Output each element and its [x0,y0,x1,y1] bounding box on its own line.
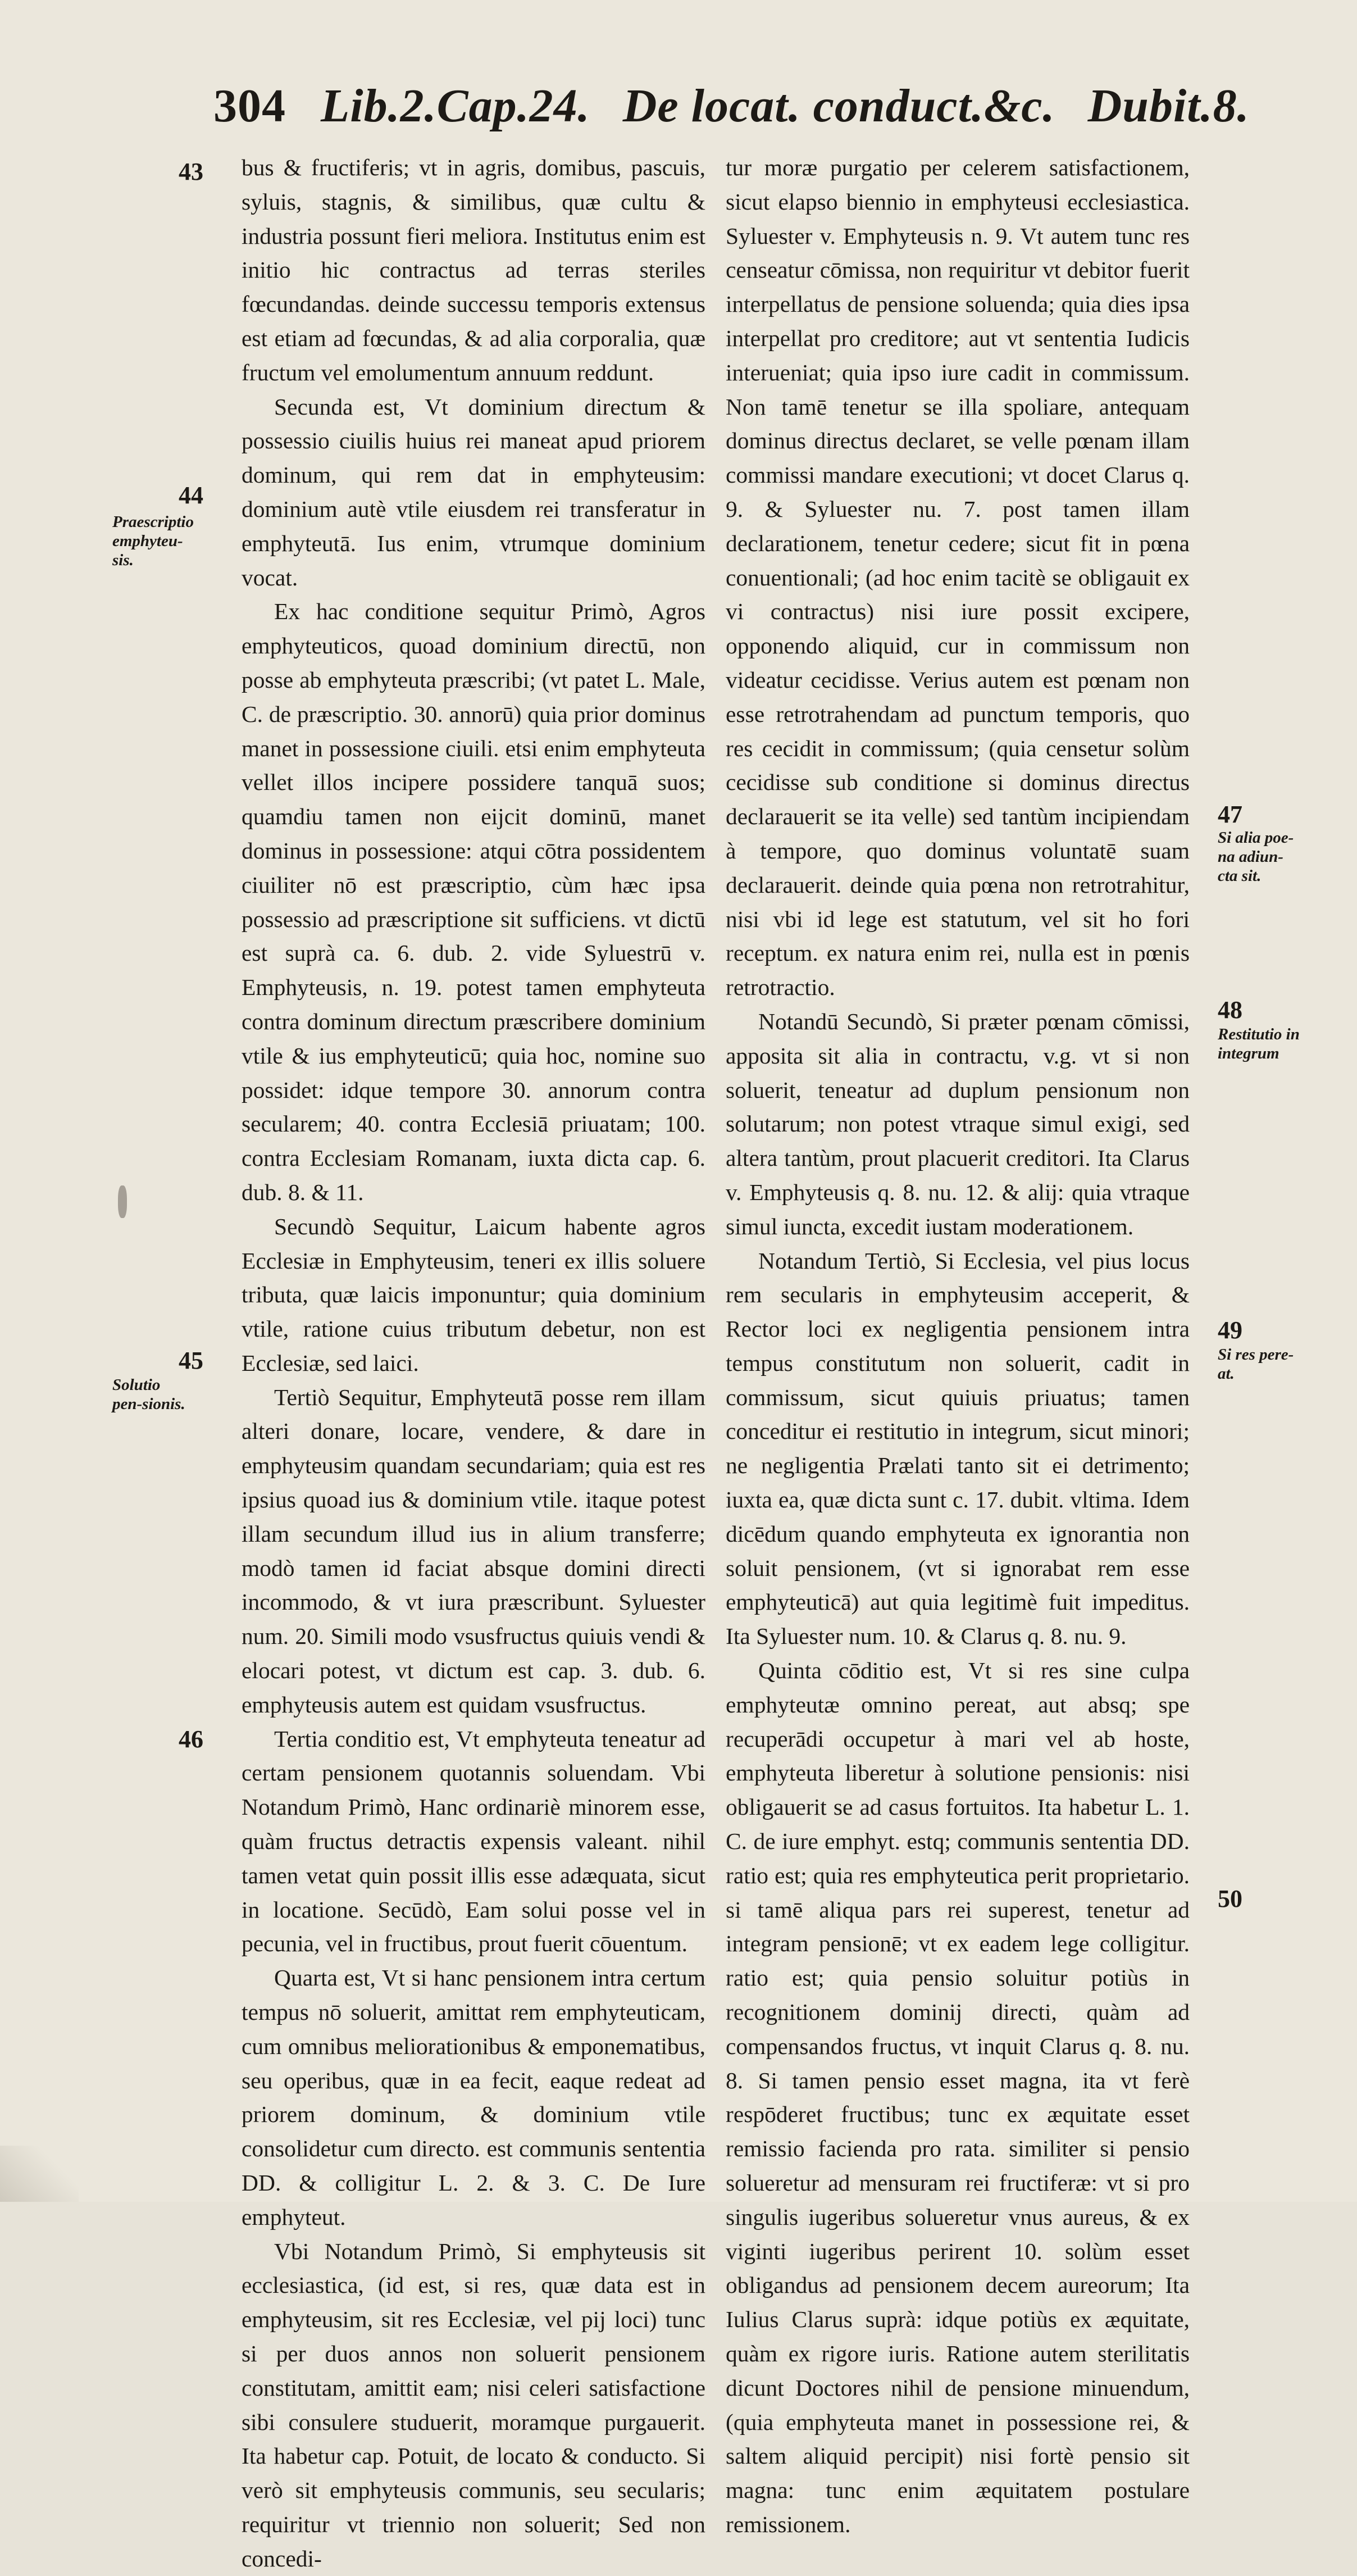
ink-blot [118,1185,127,1218]
section-label: Dubit.8. [1087,80,1250,132]
running-head [213,79,1250,133]
paragraph: tur moræ purgatio per celerem satisfactionem, sicut elapso biennio in emphyteusi ecclesiastica. Syluester v. Emphyteusis n. 9. Vt autem tunc res censeatur cōmissa, non requiritur vt debitor fuerit interpellatus de pensione soluenda; quia dies ipsa interpellat pro creditore; aut vt sententia Iudicis interueniat; quia ipso iure cadit in commissum. Non tamē tenetur se illa spoliare, antequam dominus directus declaret, se velle pœnam illam commissi mandare executioni; vt docet Clarus q. 9. & Syluester nu. 7. post tamen illam declarationem, tenetur cedere; sicut fit in pœna conuentionali; (ad hoc enim tacitè se obligauit ex vi contractus) nisi iure possit excipere, opponendo aliquid, cur in commissum non videatur cecidisse. Verius autem est pœnam non esse retrotrahendam ad punctum temporis, quo res cecidit in commissum; (quia censetur solùm cecidisse sub conditione si dominus directus declarauerit se ita velle) sed tantùm incipiendam à tempore, quo dominus voluntatē suam declarauerit. deinde quia pœna non retrotrahitur, nisi vbi id lege est statutum, vel sit ho fori receptum. ex natura enim rei, nulla est in pœnis retrotractio. [726,155,1190,1001]
page-number: 304 [213,80,286,132]
paragraph: bus & fructiferis; vt in agris, domibus, pascuis, syluis, stagnis, & similibus, quæ cultu & industria possunt fieri meliora. Institutus enim est initio hic contractus ad terras steriles fœcundandas. deinde successu temporis extensus est etiam ad fœcundas, & ad alia corporalia, quæ fructum vel emolumentum annuum reddunt. [242,155,705,385]
margin-note-alia-poena: Si alia poe-na adiun-cta sit. [1218,829,1294,885]
right-column [726,151,1190,2542]
book-chapter: Lib.2.Cap.24. [321,80,590,132]
paragraph: Vbi Notandum Primò, Si emphyteusis sit ecclesiastica, (id est, si res, quæ data est in emphyteusim, sit res Ecclesiæ, vel pij loci) tunc si per duos annos non soluerit pensionem constitutam, amittit eam; nisi celeri satisfactione sibi consulere studuerit, moramque purgauerit. Ita habetur cap. Potuit, de locato & conducto. Si verò sit emphyteusis communis, seu secularis; requiritur vt triennio non soluerit; Sed non concedi- [242,2238,705,2572]
margin-number-50: 50 [1218,1885,1242,1912]
page-corner-shadow [0,2146,79,2202]
paragraph: Tertia conditio est, Vt emphyteuta teneatur ad certam pensionem quotannis soluendam. Vbi Notandum Primò, Hanc ordinariè minorem esse, quàm fructus detractis expensis valeant. nihil tamen vetat quin possit illis esse adæquata, sicut in locatione. Secūdò, Eam solui posse vel in pecunia, vel in fructibus, prout fuerit cōuentum. [242,1725,705,1957]
paragraph: Quinta cōditio est, Vt si res sine culpa emphyteutæ omnino pereat, aut absq; spe recuperādi occupetur à mari vel ab hoste, emphyteuta liberetur à solutione pensionis: nisi obligauerit se ad casus fortuitos. Ita habetur L. 1. C. de iure emphyt. estq; communis sententia DD. ratio est; quia res emphyteutica perit proprietario. si tamē aliqua pars rei superest, tenetur ad integram pensionē; vt ex eadem lege colligitur. ratio est; quia pensio soluitur potiùs in recognitionem dominij directi, quàm ad compensandos fructus, vt inquit Clarus q. 8. nu. 8. Si tamen pensio esset magna, ita vt ferè respōderet fructibus; tunc ex æquitate esset remissio facienda pro rata. similiter si pensio solueretur ad mensuram rei fructiferæ: vt si pro singulis iugeribus solueretur vnus aureus, & ex viginti iugeribus perirent 10. solùm esset obligandus ad pensionem decem aureorum; Ita Iulius Clarus suprà: idque potiùs ex æquitate, quàm ex rigore iuris. Ratione autem sterilitatis dicunt Doctores nihil de pensione minuendum, (quia emphyteuta manet in possessione rei, & saltem aliquid percipit) nisi fortè pensio sit magna: tunc enim æquitatem postulare remissionem. [726,1657,1190,2537]
margin-number-43: 43 [179,158,203,185]
margin-number-47: 47 [1218,801,1242,828]
paragraph: Notandum Tertiò, Si Ecclesia, vel pius locus rem secularis in emphyteusim acceperit, & Rector loci ex negligentia pensionem intra tempus constitutum non soluerit, cadit in commissum, sicut quiuis priuatus; tamen conceditur ei restitutio in integrum, sicut minori; ne negligentia Prælati tanto sit ei detrimento; iuxta ea, quæ dicta sunt c. 17. dubit. vltima. Idem dicēdum quando emphyteuta ex ignorantia non soluit pensionem, (vt si ignorabat rem esse emphyteuticā) aut quia legitimè fuit impeditus. Ita Syluester num. 10. & Clarus q. 8. nu. 9. [726,1247,1190,1650]
left-column [242,151,705,2576]
paragraph: Secundò Sequitur, Laicum habente agros Ecclesiæ in Emphyteusim, teneri ex illis soluere tributa, quæ laicis imponuntur; quia dominium vtile, ratione cuius tributum debetur, non est Ecclesiæ, sed laici. [242,1213,705,1376]
margin-number-48: 48 [1218,996,1242,1024]
paragraph: Tertiò Sequitur, Emphyteutā posse rem illam alteri donare, locare, vendere, & dare in emphyteusim quandam secundariam; quia est res ipsius quoad ius & dominium vtile. itaque potest illam secundum illud ius in alium transferre; modò tamen id faciat absque domini directi incommodo, & vt iura præscribunt. Syluester num. 20. Simili modo vsusfructus quiuis vendi & elocari potest, vt dictum est cap. 3. dub. 6. emphyteusis autem est quidam vsusfructus. [242,1384,705,1718]
margin-note-si-res-pereat: Si res pere-at. [1218,1346,1294,1383]
margin-number-46: 46 [179,1725,203,1753]
margin-note-praescriptio: Praescriptio emphyteu-sis. [112,513,194,569]
subject-title: De locat. conduct.&c. [622,80,1055,132]
margin-number-49: 49 [1218,1316,1242,1344]
margin-note-solutio: Solutio pen-sionis. [112,1376,185,1413]
paragraph: Ex hac conditione sequitur Primò, Agros emphyteuticos, quoad dominium directū, non posse ab emphyteuta præscribi; (vt patet L. Male, C. de præscriptio. 30. annorū) quia prior dominus manet in possessione ciuili. etsi enim emphyteuta vellet illos incipere possidere tanquā suos; quamdiu tamen non eijcit dominū, manet dominus in possessione: atqui cōtra possidentem ciuiliter nō est præscriptio, cùm hæc ipsa possessio ad præscriptione sit sufficiens. vt dictū est suprà ca. 6. dub. 2. vide Syluestrū v. Emphyteusis, n. 19. potest tamen emphyteuta contra dominum directum præscribere dominium vtile & ius emphyteuticū; quia hoc, nomine suo possidet: idque tempore 30. annorum contra secularem; 40. contra Ecclesiā priuatam; 100. contra Ecclesiam Romanam, iuxta dicta cap. 6. dub. 8. & 11. [242,598,705,1205]
paragraph: Notandū Secundò, Si præter pœnam cōmissi, apposita sit alia in contractu, v.g. vt si non soluerit, teneatur ad duplum pensionum non solutarum; non potest vtraque simul exigi, sed altera tantùm, prout placuerit creditori. Ita Clarus v. Emphyteusis q. 8. nu. 12. & alij: quia vtraque simul iuncta, excedit iustam moderationem. [726,1008,1190,1239]
margin-note-restitutio: Restitutio in integrum [1218,1025,1300,1062]
paragraph: Quarta est, Vt si hanc pensionem intra certum tempus nō soluerit, amittat rem emphyteuticam, cum omnibus meliorationibus & emponematibus, seu operibus, quæ in ea fecit, eaque redeat ad priorem dominum, & dominium vtile consolidetur cum directo. est communis sententia DD. & colligitur L. 2. & 3. C. De Iure emphyteut. [242,1965,705,2230]
paragraph: Secunda est, Vt dominium directum & possessio ciuilis huius rei maneat apud priorem dominum, qui rem dat in emphyteusim: dominium autè vtile eiusdem rei transferatur in emphyteutā. Ius enim, vtrumque dominium vocat. [242,393,705,590]
margin-number-45: 45 [179,1347,203,1374]
margin-number-44: 44 [179,481,203,509]
